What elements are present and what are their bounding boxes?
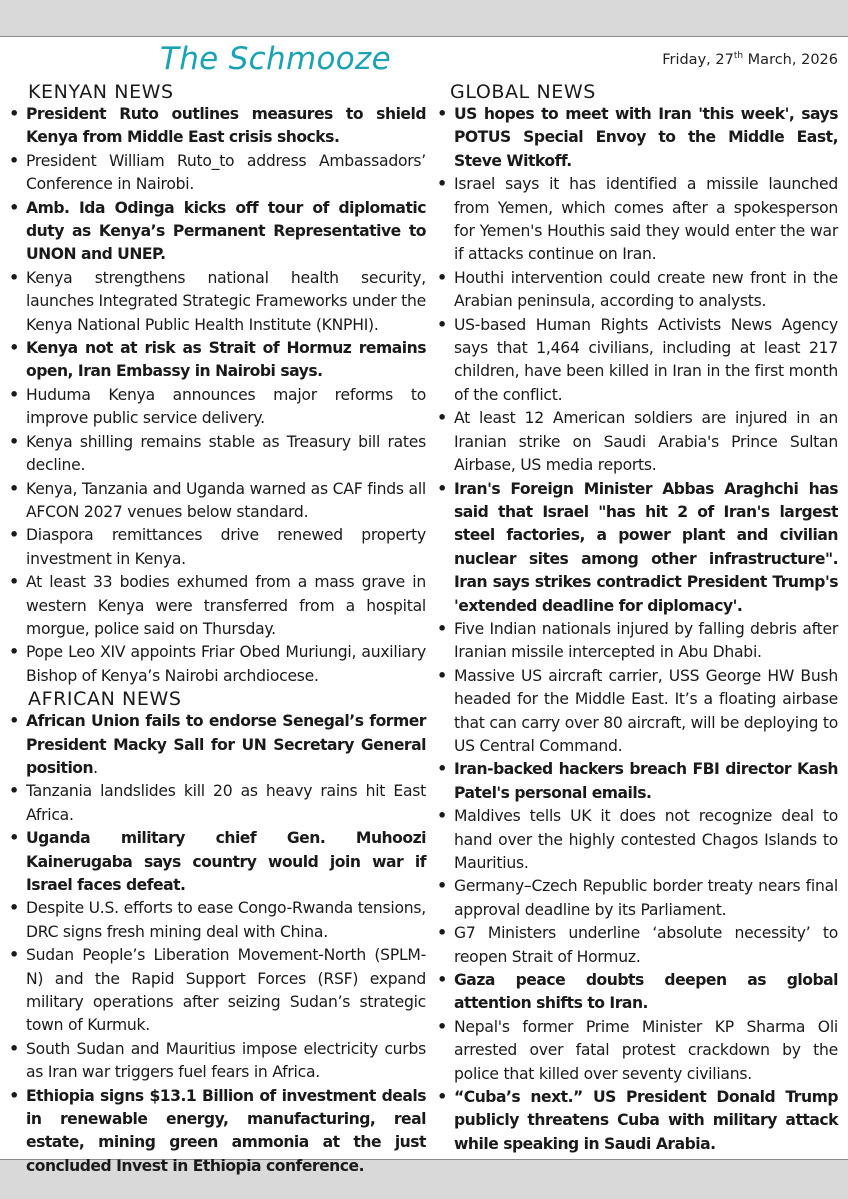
bullet-icon: • (9, 712, 19, 731)
news-item-text: Five Indian nationals injured by falling debris after Iranian missile intercepted in Abu Dhabi. (454, 619, 838, 662)
bullet-icon: • (9, 151, 19, 170)
news-item-text: Iran's Foreign Minister Abbas Araghchi has said that Israel "has hit 2 of Iran's largest steel factories, a power plant and civilian nuclear sites among other infrastructure". Iran says strikes contradict President Trump's 'extended deadline for diplomacy'. (454, 479, 838, 615)
bullet-icon: • (9, 829, 19, 848)
news-item (436, 618, 838, 665)
news-item-text: US hopes to meet with Iran 'this week', says POTUS Special Envoy to the Middle East, Steve Witkoff. (454, 105, 838, 170)
bullet-icon: • (9, 479, 19, 498)
news-item-text: Kenya shilling remains stable as Treasury bill rates decline. (26, 432, 426, 475)
news-item-text: South Sudan and Mauritius impose electricity curbs as Iran war triggers fuel fears in Africa. (26, 1039, 426, 1082)
news-item-text: Despite U.S. efforts to ease Congo-Rwanda tensions, DRC signs fresh mining deal with China. (26, 899, 426, 941)
left-column (8, 81, 426, 1178)
news-item (8, 944, 426, 1038)
bullet-icon: • (437, 807, 447, 826)
bullet-icon: • (9, 526, 19, 545)
bullet-icon: • (437, 1088, 447, 1107)
news-item-text: Ethiopia signs $13.1 Billion of investment deals in renewable energy, manufacturing, real estate, mining green ammonia at the just concluded Invest in Ethiopia conference. (26, 1086, 426, 1175)
bullet-icon: • (9, 782, 19, 801)
news-item (436, 1086, 838, 1156)
news-item-text: Kenya strengthens national health security, launches Integrated Strategic Frameworks under the Kenya National Public Health Institute (KNPHI). (26, 268, 426, 334)
issue-date: Friday, 27th March, 2026 (662, 51, 838, 68)
bullet-icon: • (437, 315, 447, 334)
newsletter-page (0, 36, 848, 1175)
news-item (436, 922, 838, 969)
news-item (436, 875, 838, 922)
news-item (8, 524, 426, 571)
news-item (436, 1016, 838, 1086)
bullet-icon: • (9, 1086, 19, 1105)
bullet-icon: • (9, 339, 19, 358)
bullet-icon: • (9, 198, 19, 217)
news-item (436, 665, 838, 759)
news-item-text: “Cuba’s next.” US President Donald Trump publicly threatens Cuba with military attack while speaking in Saudi Arabia. (454, 1088, 838, 1153)
news-item-text: Kenya not at risk as Strait of Hormuz remains open, Iran Embassy in Nairobi says. (26, 339, 426, 381)
news-item-text: African Union fails to endorse Senegal’s former President Macky Sall for UN Secretary General position (26, 712, 426, 777)
news-item (8, 478, 426, 525)
news-item-text: Kenya, Tanzania and Uganda warned as CAF finds all AFCON 2027 venues below standard. (26, 479, 426, 521)
news-item-text: Tanzania landslides kill 20 as heavy rains hit East Africa. (26, 782, 426, 824)
news-item-text: Amb. Ida Odinga kicks off tour of diplomatic duty as Kenya’s Permanent Representative to UNON and UNEP. (26, 198, 426, 264)
news-item (436, 407, 838, 477)
bullet-icon: • (9, 573, 19, 592)
news-item-text: Iran-backed hackers breach FBI director Kash Patel's personal emails. (454, 760, 838, 802)
news-item (8, 827, 426, 897)
news-item-text: At least 12 American soldiers are injured in an Iranian strike on Saudi Arabia's Prince Sultan Airbase, US media reports. (454, 409, 838, 475)
news-item (8, 780, 426, 827)
bullet-icon: • (437, 971, 447, 990)
news-item-text: President Ruto outlines measures to shield Kenya from Middle East crisis shocks. (26, 105, 426, 147)
news-item-text: Germany–Czech Republic border treaty nears final approval deadline by its Parliament. (454, 877, 838, 919)
bullet-icon: • (437, 1017, 447, 1036)
news-item-text: Nepal's former Prime Minister KP Sharma Oli arrested over fatal protest crackdown by the police that killed over seventy civilians. (454, 1017, 838, 1083)
news-item-text: Gaza peace doubts deepen as global attention shifts to Iran. (454, 971, 838, 1013)
news-item (8, 337, 426, 384)
bullet-icon: • (9, 946, 19, 965)
bullet-icon: • (9, 899, 19, 918)
news-item-text: President William Ruto_to address Ambassadors’ Conference in Nairobi. (26, 151, 426, 194)
news-item-tail: . (93, 758, 98, 777)
bullet-icon: • (437, 760, 447, 779)
news-item-text: Diaspora remittances drive renewed property investment in Kenya. (26, 526, 426, 568)
news-item (8, 150, 426, 197)
news-item (8, 571, 426, 641)
bullet-icon: • (437, 175, 447, 194)
news-item-text: Pope Leo XIV appoints Friar Obed Muriungi, auxiliary Bishop of Kenya’s Nairobi archdiocese. (26, 643, 426, 685)
news-item (436, 805, 838, 875)
newsletter-title: The Schmooze (160, 41, 391, 77)
news-item (436, 969, 838, 1016)
news-item-text: Houthi intervention could create new front in the Arabian peninsula, according to analysts. (454, 268, 838, 311)
bullet-icon: • (437, 105, 447, 123)
african-news-list (8, 710, 426, 1178)
news-item-text: Huduma Kenya announces major reforms to improve public service delivery. (26, 385, 426, 428)
bullet-icon: • (437, 877, 447, 896)
kenyan-news-heading: KENYAN NEWS (28, 81, 174, 103)
bullet-icon: • (437, 924, 447, 943)
bullet-icon: • (9, 432, 19, 451)
news-item (436, 103, 838, 173)
news-item (8, 1085, 426, 1179)
bullet-icon: • (9, 385, 19, 404)
news-item (8, 197, 426, 267)
news-item-text: Massive US aircraft carrier, USS George HW Bush headed for the Middle East. It’s a floating airbase that can carry over 80 aircraft, will be deploying to US Central Command. (454, 666, 838, 755)
bullet-icon: • (437, 479, 447, 498)
bullet-icon: • (437, 268, 447, 287)
news-item-text: Israel says it has identified a missile launched from Yemen, which comes after a spokesperson for Yemen's Houthis said they would enter the war if attacks continue on Iran. (454, 175, 838, 264)
bullet-icon: • (9, 1039, 19, 1058)
bullet-icon: • (9, 643, 19, 662)
news-item-text: Maldives tells UK it does not recognize deal to hand over the highly contested Chagos Islands to Mauritius. (454, 807, 838, 872)
news-item (436, 314, 838, 408)
bullet-icon: • (437, 409, 447, 428)
bullet-icon: • (9, 268, 19, 287)
news-item (436, 478, 838, 618)
news-item (436, 267, 838, 314)
news-item (8, 641, 426, 688)
news-item-text: At least 33 bodies exhumed from a mass grave in western Kenya were transferred from a hospital morgue, police said on Thursday. (26, 573, 426, 638)
news-item (8, 897, 426, 944)
news-item (8, 710, 426, 780)
news-item-text: Uganda military chief Gen. Muhoozi Kainerugaba says country would join war if Israel faces defeat. (26, 829, 426, 894)
global-news-list (436, 103, 838, 1156)
bullet-icon: • (437, 619, 447, 638)
kenyan-news-list (8, 103, 426, 688)
news-item (8, 1038, 426, 1085)
news-item (436, 173, 838, 267)
news-item-text: Sudan People’s Liberation Movement-North (SPLM-N) and the Rapid Support Forces (RSF) expand military operations after seizing Sudan’s strategic town of Kurmuk. (26, 946, 426, 1035)
news-item-text: G7 Ministers underline ‘absolute necessity’ to reopen Strait of Hormuz. (454, 924, 838, 966)
news-item (436, 758, 838, 805)
news-item (8, 103, 426, 150)
news-item (8, 431, 426, 478)
news-item-text: US-based Human Rights Activists News Agency says that 1,464 civilians, including at least 217 children, have been killed in Iran in the first month of the conflict. (454, 315, 838, 404)
bullet-icon: • (9, 105, 19, 123)
right-column (436, 81, 838, 1156)
news-item (8, 384, 426, 431)
african-news-heading: AFRICAN NEWS (28, 688, 182, 711)
global-news-heading: GLOBAL NEWS (450, 81, 596, 103)
bullet-icon: • (437, 666, 447, 685)
news-item (8, 267, 426, 337)
